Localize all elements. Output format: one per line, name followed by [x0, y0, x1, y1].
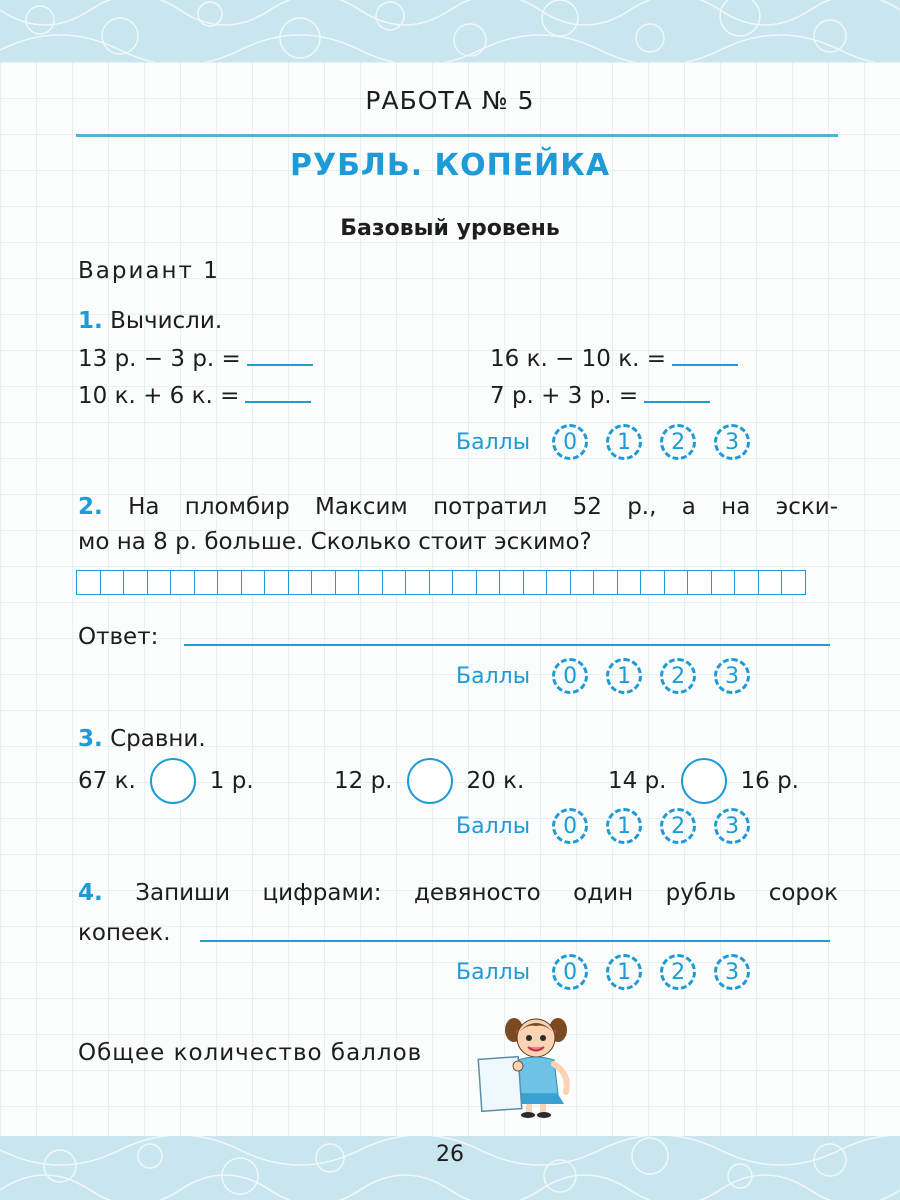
page-title: РУБЛЬ. КОПЕЙКА [289, 148, 611, 183]
total-score-label: Общее количество баллов [78, 1040, 423, 1066]
score-option[interactable]: 0 [552, 954, 588, 990]
comparison-circle[interactable] [150, 758, 196, 804]
task-1-expression [490, 344, 738, 372]
lace-border-top [0, 0, 900, 62]
grid-cell[interactable] [217, 570, 242, 595]
grid-cell[interactable] [335, 570, 360, 595]
task-4-line-1 [78, 880, 838, 906]
score-option[interactable]: 0 [552, 424, 588, 460]
grid-cell[interactable] [264, 570, 289, 595]
comparison-circle[interactable] [407, 758, 453, 804]
answer-label: Ответ: [78, 624, 159, 650]
comparison-left: 67 к. [78, 768, 136, 794]
grid-cell[interactable] [147, 570, 172, 595]
task-1-heading [78, 308, 222, 334]
grid-cell[interactable] [593, 570, 618, 595]
grid-cell[interactable] [382, 570, 407, 595]
grid-cell[interactable] [546, 570, 571, 595]
score-option[interactable]: 3 [714, 954, 750, 990]
score-label: Баллы [456, 813, 531, 839]
score-option[interactable]: 3 [714, 424, 750, 460]
task-1-expression [78, 381, 311, 409]
grid-cell[interactable] [311, 570, 336, 595]
grid-cell[interactable] [170, 570, 195, 595]
grid-cell[interactable] [358, 570, 383, 595]
grid-cell[interactable] [734, 570, 759, 595]
answer-line[interactable] [245, 381, 311, 403]
score-option[interactable]: 1 [606, 808, 642, 844]
girl-with-sign-illustration [470, 1008, 600, 1118]
task-4-text-line-1: Запиши цифрами: девяносто один рубль сорок [135, 880, 838, 906]
comparison-left: 12 р. [334, 768, 393, 794]
grid-cell[interactable] [476, 570, 501, 595]
score-label: Баллы [456, 429, 531, 455]
grid-cell[interactable] [452, 570, 477, 595]
task-4-text-line-2: копеек. [78, 920, 171, 946]
grid-cell[interactable] [76, 570, 101, 595]
task-3-number: 3. [78, 726, 103, 752]
header-rule [76, 134, 838, 137]
score-row-task-3 [456, 808, 750, 844]
score-option[interactable]: 0 [552, 808, 588, 844]
task-2-line-1 [78, 494, 838, 520]
task-2-number: 2. [78, 494, 103, 520]
score-option[interactable]: 2 [660, 424, 696, 460]
expression-text: 13 р. − 3 р. = [78, 346, 241, 372]
task-1-expression [78, 344, 313, 372]
task-1-text: Вычисли. [110, 308, 223, 334]
score-label: Баллы [456, 663, 531, 689]
score-row-task-2 [456, 658, 750, 694]
solution-cells[interactable] [76, 570, 805, 595]
task-1-number: 1. [78, 308, 103, 334]
score-option[interactable]: 3 [714, 808, 750, 844]
score-label: Баллы [456, 959, 531, 985]
grid-cell[interactable] [405, 570, 430, 595]
comparison-right: 16 р. [740, 768, 799, 794]
comparison [608, 758, 799, 804]
answer-line[interactable] [644, 381, 710, 403]
score-option[interactable]: 1 [606, 954, 642, 990]
score-option[interactable]: 2 [660, 954, 696, 990]
comparison-left: 14 р. [608, 768, 667, 794]
comparison-circle[interactable] [681, 758, 727, 804]
score-row-task-4 [456, 954, 750, 990]
task-4-number: 4. [78, 880, 103, 906]
grid-cell[interactable] [570, 570, 595, 595]
grid-cell[interactable] [100, 570, 125, 595]
expression-text: 16 к. − 10 к. = [490, 346, 667, 372]
answer-line[interactable] [200, 920, 830, 942]
expression-text: 7 р. + 3 р. = [490, 383, 639, 409]
score-row-task-1 [456, 424, 750, 460]
comparison-right: 1 р. [209, 768, 254, 794]
answer-line[interactable] [184, 624, 830, 646]
task-3-heading [78, 726, 206, 752]
page-number: 26 [436, 1142, 464, 1167]
grid-cell[interactable] [288, 570, 313, 595]
grid-cell[interactable] [781, 570, 806, 595]
grid-cell[interactable] [241, 570, 266, 595]
answer-line[interactable] [247, 344, 313, 366]
task-2-text-line-1: На пломбир Максим потратил 52 р., а на эски- [128, 494, 839, 520]
score-option[interactable]: 0 [552, 658, 588, 694]
variant-label: Вариант 1 [78, 258, 220, 284]
grid-cell[interactable] [687, 570, 712, 595]
grid-cell[interactable] [429, 570, 454, 595]
score-option[interactable]: 3 [714, 658, 750, 694]
grid-cell[interactable] [523, 570, 548, 595]
grid-cell[interactable] [640, 570, 665, 595]
task-3-text: Сравни. [110, 726, 206, 752]
grid-cell[interactable] [711, 570, 736, 595]
score-option[interactable]: 1 [606, 424, 642, 460]
score-option[interactable]: 2 [660, 808, 696, 844]
grid-cell[interactable] [499, 570, 524, 595]
task-1-expression [490, 381, 710, 409]
level-heading: Базовый уровень [340, 216, 560, 241]
comparison-right: 20 к. [466, 768, 525, 794]
answer-line[interactable] [672, 344, 738, 366]
grid-cell[interactable] [758, 570, 783, 595]
grid-cell[interactable] [664, 570, 689, 595]
expression-text: 10 к. + 6 к. = [78, 383, 240, 409]
score-option[interactable]: 1 [606, 658, 642, 694]
comparison [334, 758, 524, 804]
work-number: РАБОТА № 5 [365, 86, 535, 115]
comparison [78, 758, 254, 804]
task-2-text-line-2: мо на 8 р. больше. Сколько стоит эскимо? [78, 529, 592, 555]
grid-cell[interactable] [617, 570, 642, 595]
grid-cell[interactable] [194, 570, 219, 595]
grid-cell[interactable] [123, 570, 148, 595]
score-option[interactable]: 2 [660, 658, 696, 694]
lace-pattern-top [0, 0, 900, 62]
